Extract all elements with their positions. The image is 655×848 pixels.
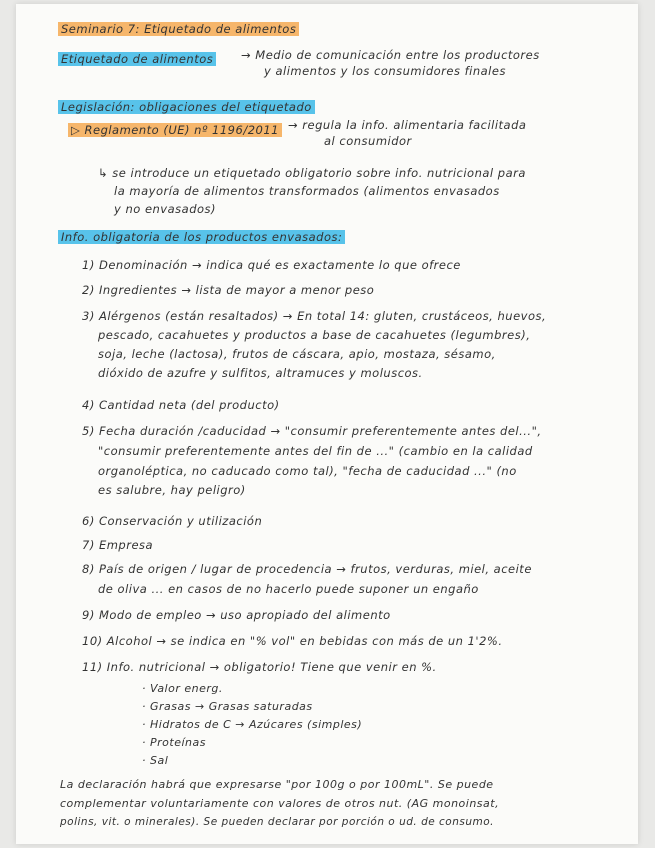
list-item: de oliva ... en casos de no hacerlo puede suponer un engaño [98, 582, 479, 596]
list-item: 6) Conservación y utilización [82, 514, 263, 528]
list-item: 7) Empresa [82, 538, 154, 552]
footer-line-2: complementar voluntariamente con valores de otros nut. (AG monoinsat, [60, 797, 500, 810]
regulation-label: ▷ Reglamento (UE) nº 1196/2011 [68, 123, 282, 137]
list-item: pescado, cacahuetes y productos a base de cacahuetes (legumbres), [98, 328, 531, 342]
list-item: 1) Denominación → indica qué es exactamente lo que ofrece [82, 258, 461, 272]
list-item: dióxido de azufre y sulfitos, altramuces y moluscos. [98, 366, 423, 380]
definition-term: Etiquetado de alimentos [58, 52, 216, 66]
footer-line-1: La declaración habrá que expresarse "por 100g o por 100mL". Se puede [60, 778, 494, 791]
list-item: es salubre, hay peligro) [98, 483, 246, 497]
nutrient-item: · Hidratos de C → Azúcares (simples) [142, 718, 363, 731]
nutrient-item: · Proteínas [142, 736, 206, 749]
list-item: 2) Ingredientes → lista de mayor a menor peso [82, 283, 375, 297]
mandatory-heading: Info. obligatoria de los productos envasados: [58, 230, 345, 244]
legislation-heading: Legislación: obligaciones del etiquetado [58, 100, 315, 114]
notebook-page [16, 4, 638, 844]
list-item: 10) Alcohol → se indica en "% vol" en bebidas con más de un 1'2%. [82, 634, 503, 648]
list-item: 4) Cantidad neta (del producto) [82, 398, 280, 412]
note-line-1: ↳ se introduce un etiquetado obligatorio sobre info. nutricional para [98, 166, 526, 180]
definition-line-1: → Medio de comunicación entre los productores [241, 48, 540, 62]
list-item: soja, leche (lactosa), frutos de cáscara, apio, mostaza, sésamo, [98, 347, 496, 361]
definition-line-2: y alimentos y los consumidores finales [264, 64, 506, 78]
nutrient-item: · Grasas → Grasas saturadas [142, 700, 313, 713]
page-title: Seminario 7: Etiquetado de alimentos [58, 22, 299, 36]
nutrient-item: · Sal [142, 754, 169, 767]
list-item: 9) Modo de empleo → uso apropiado del alimento [82, 608, 391, 622]
note-line-3: y no envasados) [114, 202, 217, 216]
note-line-2: la mayoría de alimentos transformados (alimentos envasados [114, 184, 500, 198]
regulation-line-1: → regula la info. alimentaria facilitada [288, 118, 527, 132]
nutrient-item: · Valor energ. [142, 682, 223, 695]
list-item: 11) Info. nutricional → obligatorio! Tiene que venir en %. [82, 660, 437, 674]
regulation-line-2: al consumidor [324, 134, 412, 148]
footer-line-3: polins, vit. o minerales). Se pueden declarar por porción o ud. de consumo. [60, 816, 494, 828]
list-item: 3) Alérgenos (están resaltados) → En total 14: gluten, crustáceos, huevos, [82, 309, 547, 323]
list-item: organoléptica, no caducado como tal), "fecha de caducidad ..." (no [98, 464, 517, 478]
list-item: 8) País de origen / lugar de procedencia → frutos, verduras, miel, aceite [82, 562, 532, 576]
list-item: "consumir preferentemente antes del fin de ..." (cambio en la calidad [98, 444, 533, 458]
list-item: 5) Fecha duración /caducidad → "consumir preferentemente antes del...", [82, 424, 542, 438]
